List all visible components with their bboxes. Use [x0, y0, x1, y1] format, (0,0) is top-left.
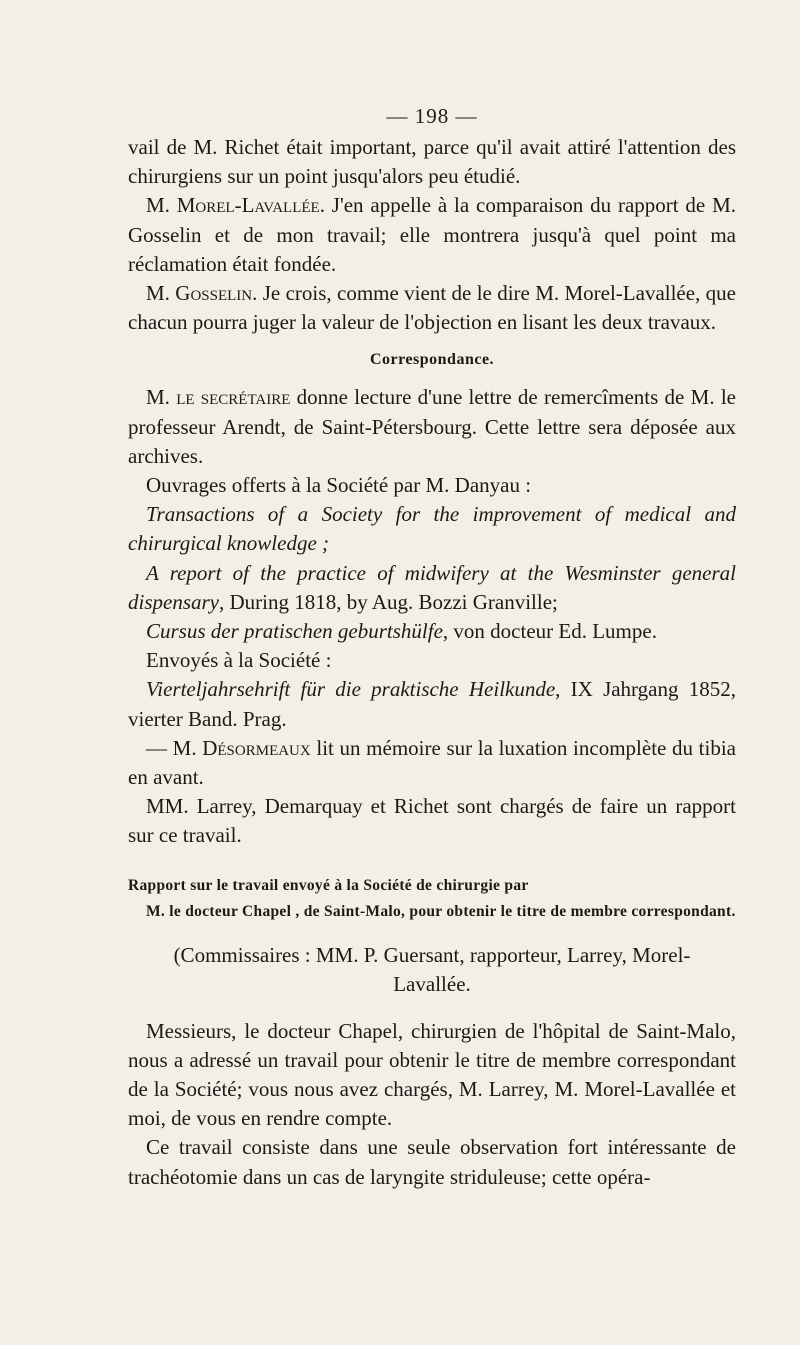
secretaire-role: le secrétaire	[176, 385, 291, 410]
work-report-midwifery	[128, 559, 736, 617]
section-heading-correspondance: Correspondance.	[369, 351, 495, 369]
report-heading-line2: M. le docteur Chapel , de Saint-Malo, pour obtenir le titre de membre correspondant.	[146, 902, 736, 920]
page-number: — 198 —	[386, 104, 478, 128]
desormeaux-text: lit un mémoire sur la luxation incomplète du tibia en avant.	[128, 735, 736, 790]
secretaire-prefix: M.	[146, 385, 177, 410]
commissaires	[128, 941, 736, 999]
report-heading	[128, 873, 736, 925]
paragraph-continuation: vail de M. Richet était important, parce qu'il avait attiré l'attention des chirurgiens sur un point jusqu'alors peu étudié.	[128, 135, 736, 189]
work-viertel-rest: , IX Jahrgang 1852, vierter Band. Prag.	[128, 677, 736, 731]
work-cursus-title: Cursus der pratischen geburtshülfe	[146, 619, 443, 644]
work-cursus	[128, 617, 736, 646]
speaker-morel-lavallee: M. Morel-Lavallée.	[146, 193, 325, 218]
work-cursus-rest: , von docteur Ed. Lumpe.	[442, 619, 657, 644]
paragraph-desormeaux	[128, 734, 736, 792]
paragraph-sent-intro: Envoyés à la Société :	[146, 648, 332, 673]
commissaires-line2: Lavallée.	[393, 971, 471, 996]
report-heading-line1: Rapport sur le travail envoyé à la Société de chirurgie par	[128, 876, 529, 894]
speaker-gosselin: M. Gosselin.	[146, 281, 258, 306]
speech-gosselin: Je crois, comme vient de le dire M. Morel-Lavallée, que chacun pourra juger la valeur de l'objection en lisant les deux travaux.	[128, 281, 737, 335]
paragraph-secretaire	[128, 383, 736, 471]
work-vierteljahrsehrift	[128, 675, 736, 733]
paragraph-charges: MM. Larrey, Demarquay et Richet sont chargés de faire un rapport sur ce travail.	[128, 794, 736, 848]
speech-morel-lavallee: J'en appelle à la comparaison du rapport de M. Gosselin et de mon travail; elle montrera jusqu'à quel point ma réclamation était fondée.	[128, 193, 737, 276]
paragraph-messieurs: Messieurs, le docteur Chapel, chirurgien de l'hôpital de Saint-Malo, nous a adressé un travail pour obtenir le titre de membre correspondant de la Société; vous nous avez chargés, M. Larrey, M. Morel-Lavallée et moi, de vous en rendre compte.	[128, 1018, 736, 1131]
work-report-title: A report of the practice of midwifery at the Wesminster general dispensary	[128, 560, 736, 614]
desormeaux-prefix: — M.	[146, 735, 203, 760]
work-viertel-title: Vierteljahrsehrift für die praktische Heilkunde	[146, 677, 556, 702]
paragraph-morel-lavallee	[128, 191, 736, 279]
secretaire-text: donne lecture d'une lettre de remercîments de M. le professeur Arendt, de Saint-Pétersbourg. Cette lettre sera déposée aux archives.	[128, 385, 736, 468]
work-transactions: Transactions of a Society for the improvement of medical and chirurgical knowledge ;	[128, 502, 736, 556]
paragraph-offered-intro: Ouvrages offerts à la Société par M. Danyau :	[146, 473, 532, 498]
commissaires-line1: (Commissaires : MM. P. Guersant, rapporteur, Larrey, Morel-	[173, 942, 691, 967]
paragraph-gosselin	[128, 279, 736, 337]
work-report-rest: , During 1818, by Aug. Bozzi Granville;	[219, 589, 558, 614]
paragraph-travail: Ce travail consiste dans une seule observation fort intéressante de trachéotomie dans un cas de laryngite striduleuse; cette opéra-	[128, 1135, 736, 1189]
desormeaux-name: Désormeaux	[202, 735, 311, 760]
